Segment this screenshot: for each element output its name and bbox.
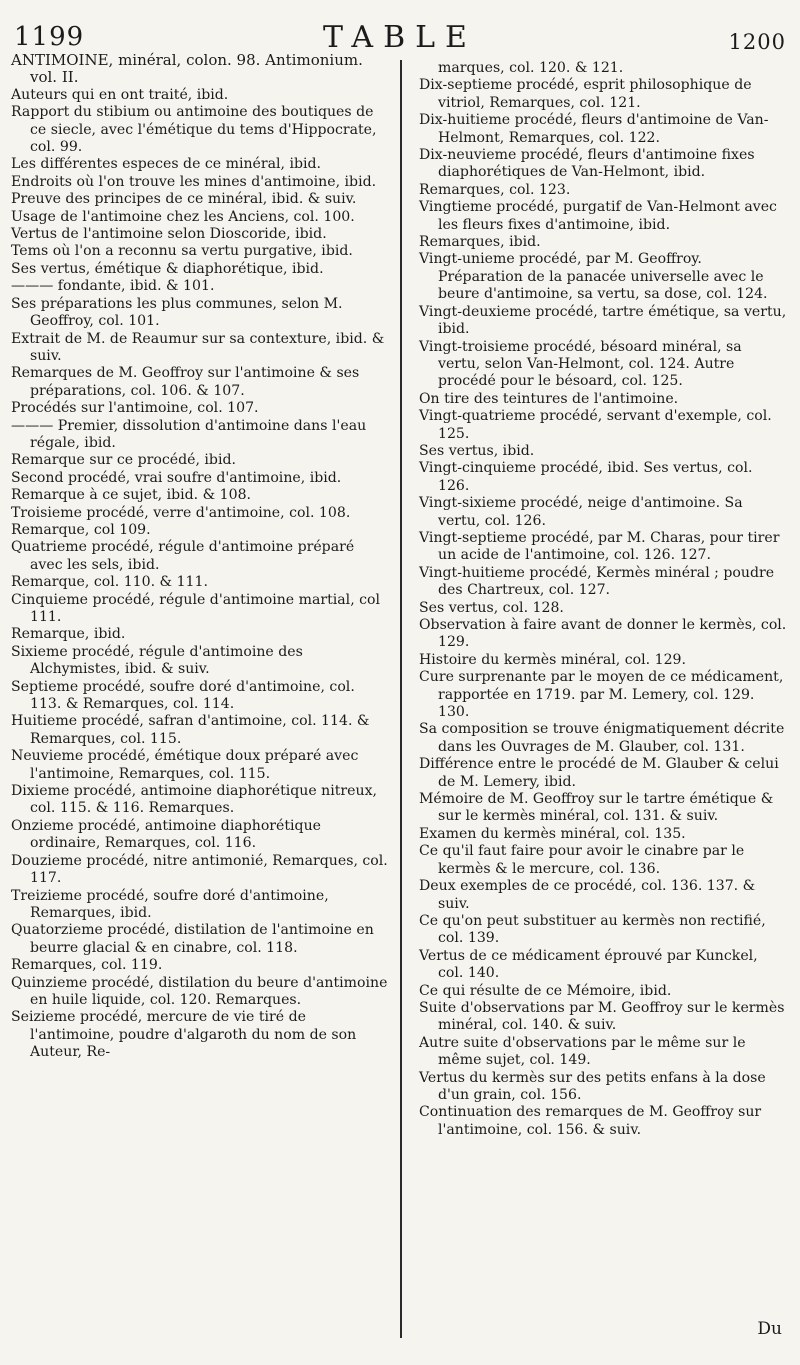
index-entry: Histoire du kermès minéral, col. 129. (419, 651, 686, 668)
index-entry: Vingtieme procédé, purgatif de Van-Helmont avec les fleurs fixes d'antimoine, ibid. (419, 199, 777, 233)
index-entry: Vingt-troisieme procédé, bésoard minéral, sa vertu, selon Van-Helmont, col. 124. Autre procédé pour le bésoard, col. 125. (419, 338, 742, 390)
index-entry: Remarque à ce sujet, ibid. & 108. (11, 487, 252, 504)
index-entry: Vertus de l'antimoine selon Dioscoride, ibid. (11, 226, 327, 243)
index-entry: Rapport du stibium ou antimoine des boutiques de ce siecle, avec l'émétique du tems d'Hippocrate, col. 99. (11, 104, 377, 156)
index-entry: Vertus de ce médicament éprouvé par Kunckel, col. 140. (419, 947, 758, 982)
index-entry: marques, col. 120. & 121. (438, 60, 624, 76)
index-entry: Usage de l'antimoine chez les Anciens, col. 100. (11, 208, 355, 225)
index-entry: Remarques de M. Geoffroy sur l'antimoine & ses préparations, col. 106. & 107. (11, 365, 360, 399)
index-entry: Ce qu'il faut faire pour avoir le cinabre par le kermès & le mercure, col. 136. (419, 843, 745, 877)
index-entry: On tire des teintures de l'antimoine. (419, 390, 679, 407)
index-entry: Auteurs qui en ont traité, ibid. (11, 86, 229, 103)
page-header (0, 0, 800, 56)
index-entry: Cinquieme procédé, régule d'antimoine martial, col 111. (11, 591, 381, 625)
index-entry: Remarque, ibid. (11, 626, 126, 643)
index-entry: Remarques, col. 123. (419, 181, 571, 198)
index-entry: Extrait de M. de Reaumur sur sa contexture, ibid. & suiv. (11, 330, 385, 364)
index-entry: Ses vertus, ibid. (419, 442, 535, 459)
index-entry: Dix-septieme procédé, esprit philosophique de vitriol, Remarques, col. 121. (419, 77, 752, 111)
index-entry: Vertus du kermès sur des petits enfans à la dose d'un grain, col. 156. (419, 1069, 766, 1103)
page-number-right: 1200 (728, 30, 786, 54)
left-column (11, 52, 389, 1062)
index-entry: Douzieme procédé, nitre antimonié, Remarques, col. 117. (11, 852, 388, 887)
index-entry: Deux exemples de ce procédé, col. 136. 137. & suiv. (419, 878, 756, 912)
index-entry: Vingt-cinquieme procédé, ibid. Ses vertus, col. 126. (419, 460, 753, 494)
index-entry: Ses préparations les plus communes, selon M. Geoffroy, col. 101. (11, 295, 343, 330)
index-entry: Onzieme procédé, antimoine diaphorétique ordinaire, Remarques, col. 116. (11, 817, 322, 852)
index-entry: Les différentes especes de ce minéral, ibid. (11, 156, 322, 173)
index-entry: Vingt-deuxieme procédé, tartre émétique, sa vertu, ibid. (419, 303, 787, 338)
index-entry: Ses vertus, émétique & diaphorétique, ibid. (11, 260, 324, 277)
index-entry: Sixieme procédé, régule d'antimoine des Alchymistes, ibid. & suiv. (11, 643, 303, 678)
index-entry: ANTIMOINE, minéral, colon. 98. Antimonium. vol. II. (11, 51, 363, 87)
index-entry: Tems où l'on a reconnu sa vertu purgative, ibid. (11, 243, 353, 260)
index-entry: Différence entre le procédé de M. Glauber & celui de M. Lemery, ibid. (419, 756, 779, 790)
index-entry: Vingt-septieme procédé, par M. Charas, pour tirer un acide de l'antimoine, col. 126. 127. (419, 529, 780, 564)
index-entry: Treizieme procédé, soufre doré d'antimoine, Remarques, ibid. (11, 887, 329, 921)
index-entry: Neuvieme procédé, émétique doux préparé avec l'antimoine, Remarques, col. 115. (11, 748, 359, 782)
index-entry: Remarques, ibid. (419, 234, 541, 251)
page-title: TABLE (323, 20, 477, 55)
index-entry: Vingt-quatrieme procédé, servant d'exemple, col. 125. (419, 408, 772, 442)
index-entry: Dix-huitieme procédé, fleurs d'antimoine de Van-Helmont, Remarques, col. 122. (419, 112, 769, 146)
index-entry: Seizieme procédé, mercure de vie tiré de l'antimoine, poudre d'algaroth du nom de son Auteur, Re- (11, 1009, 357, 1061)
index-entry: Autre suite d'observations par le même sur le même sujet, col. 149. (419, 1034, 746, 1069)
column-divider (400, 60, 402, 1338)
index-entry: Procédés sur l'antimoine, col. 107. (11, 400, 259, 417)
index-entry: Quatorzieme procédé, distilation de l'antimoine en beurre glacial & en cinabre, col. 118. (11, 922, 374, 956)
index-entry: Observation à faire avant de donner le kermès, col. 129. (419, 617, 787, 651)
right-column (419, 60, 787, 1139)
index-entry: Quinzieme procédé, distilation du beure d'antimoine en huile liquide, col. 120. Remarques. (11, 974, 388, 1008)
index-entry: Quatrieme procédé, régule d'antimoine préparé avec les sels, ibid. (11, 539, 355, 573)
index-entry: Dixieme procédé, antimoine diaphorétique nitreux, col. 115. & 116. Remarques. (11, 783, 378, 817)
index-entry: Remarque, col 109. (11, 521, 151, 538)
index-entry: Sa composition se trouve énigmatiquement décrite dans les Ouvrages de M. Glauber, col. 131. (419, 721, 785, 755)
index-entry: Vingt-sixieme procédé, neige d'antimoine. Sa vertu, col. 126. (419, 495, 743, 529)
index-entry: ——— fondante, ibid. & 101. (11, 278, 215, 295)
index-entry: Remarque, col. 110. & 111. (11, 574, 208, 591)
index-entry: Ce qu'on peut substituer au kermès non rectifié, col. 139. (419, 912, 766, 947)
index-entry: Dix-neuvieme procédé, fleurs d'antimoine fixes diaphorétiques de Van-Helmont, ibid. (419, 147, 755, 181)
index-entry: Troisieme procédé, verre d'antimoine, col. 108. (11, 504, 351, 521)
index-entry: Cure surprenante par le moyen de ce médicament, rapportée en 1719. par M. Lemery, col. 129. 130. (419, 669, 784, 721)
index-entry: Endroits où l'on trouve les mines d'antimoine, ibid. (11, 173, 377, 190)
catchword: Du (757, 1319, 782, 1339)
index-entry: Vingt-unieme procédé, par M. Geoffroy. Préparation de la panacée universelle avec le beure d'antimoine, sa vertu, sa dose, col. 124. (419, 251, 768, 303)
index-entry: Vingt-huitieme procédé, Kermès minéral ; poudre des Chartreux, col. 127. (419, 564, 775, 599)
index-entry: Ses vertus, col. 128. (419, 599, 564, 616)
index-entry: Septieme procédé, soufre doré d'antimoine, col. 113. & Remarques, col. 114. (11, 678, 355, 713)
index-entry: Ce qui résulte de ce Mémoire, ibid. (419, 982, 672, 999)
index-entry: Examen du kermès minéral, col. 135. (419, 825, 686, 842)
index-entry: Mémoire de M. Geoffroy sur le tartre émétique & sur le kermès minéral, col. 131. & suiv. (419, 791, 774, 825)
index-entry: Second procédé, vrai soufre d'antimoine, ibid. (11, 469, 342, 486)
index-entry: Remarque sur ce procédé, ibid. (11, 452, 236, 469)
index-entry: Huitieme procédé, safran d'antimoine, col. 114. & Remarques, col. 115. (11, 713, 370, 747)
index-entry: Remarques, col. 119. (11, 957, 163, 974)
index-entry: Continuation des remarques de M. Geoffroy sur l'antimoine, col. 156. & suiv. (419, 1104, 762, 1138)
index-entry: ——— Premier, dissolution d'antimoine dans l'eau régale, ibid. (11, 417, 367, 451)
index-entry: Suite d'observations par M. Geoffroy sur le kermès minéral, col. 140. & suiv. (419, 999, 785, 1034)
page-number-left: 1199 (14, 22, 85, 52)
index-entry: Preuve des principes de ce minéral, ibid. & suiv. (11, 191, 357, 208)
